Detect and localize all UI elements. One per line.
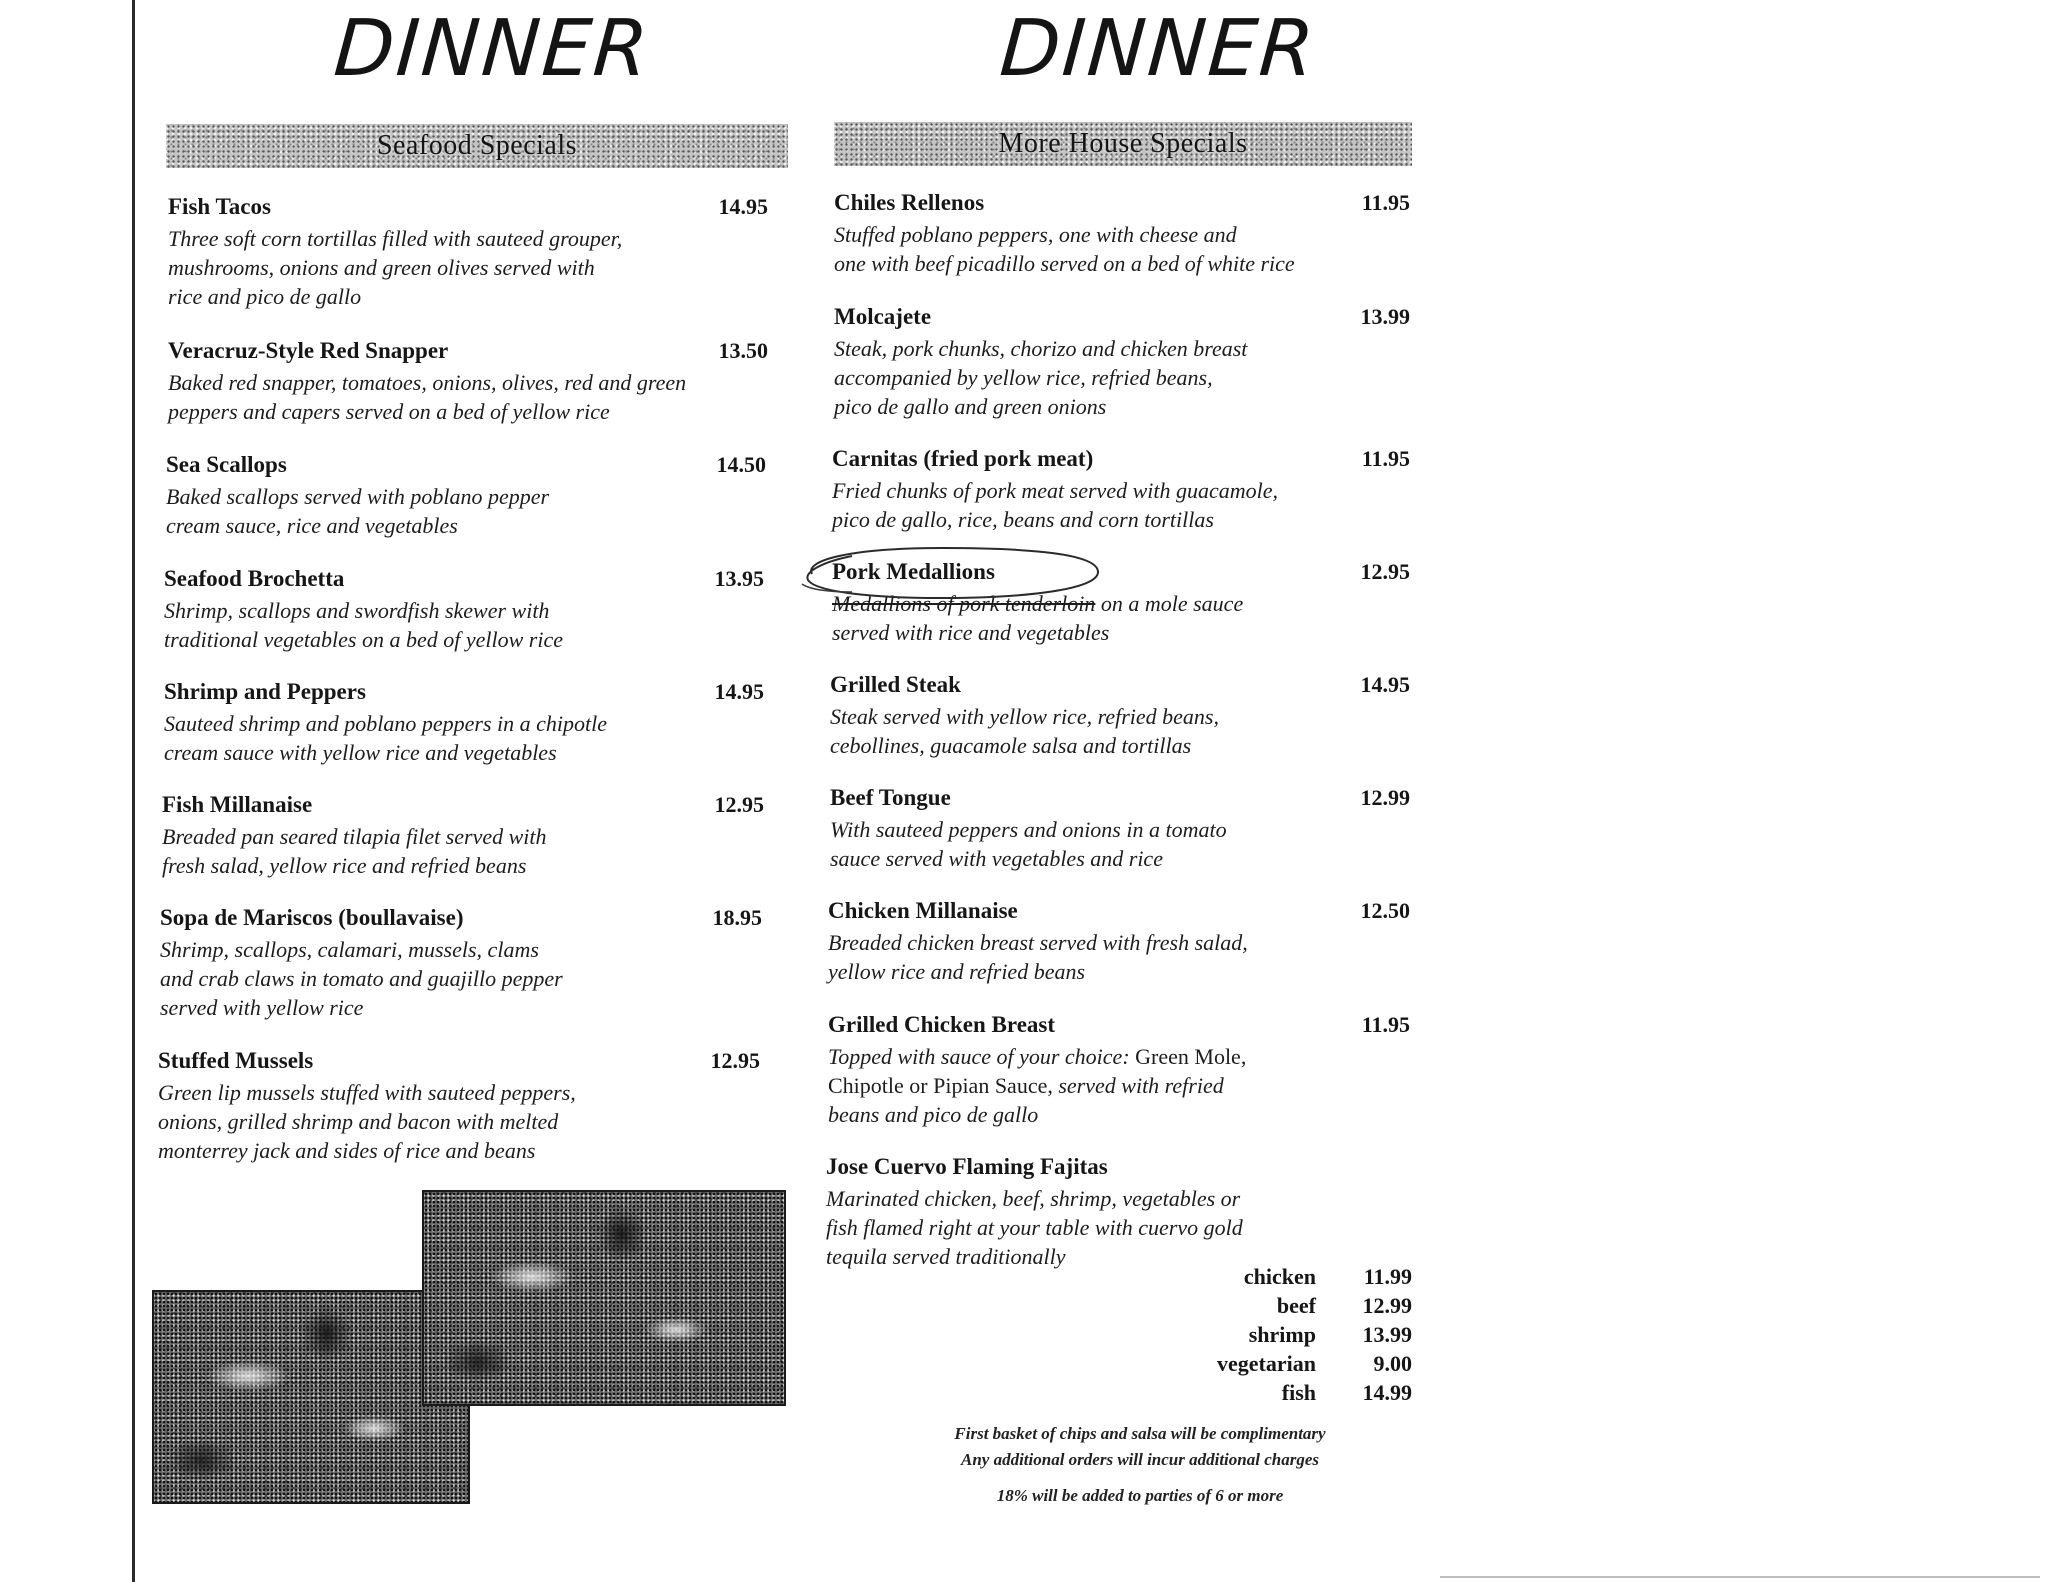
item-name: Seafood Brochetta bbox=[164, 566, 345, 591]
struck-description: Medallions of pork tenderloin bbox=[832, 591, 1096, 616]
menu-item bbox=[164, 566, 764, 654]
item-price: 14.50 bbox=[716, 452, 766, 477]
menu-item bbox=[160, 905, 762, 1022]
option-label: shrimp bbox=[1248, 1322, 1316, 1347]
item-description bbox=[828, 1042, 1410, 1129]
item-price: 12.95 bbox=[714, 792, 764, 817]
item-price: 18.95 bbox=[712, 905, 762, 930]
chips-note-line2: Any additional orders will incur additional charges bbox=[960, 1450, 1319, 1469]
menu-item bbox=[158, 1048, 760, 1165]
menu-item bbox=[834, 304, 1410, 421]
section-title: Seafood Specials bbox=[376, 130, 578, 161]
item-name: Jose Cuervo Flaming Fajitas bbox=[826, 1154, 1108, 1179]
description-rest: on a mole sauce served with rice and vegetables bbox=[832, 591, 1244, 645]
description-part: served with refried beans and pico de gallo bbox=[828, 1073, 1224, 1127]
menu-item bbox=[834, 190, 1410, 278]
item-description: Sauteed shrimp and poblano peppers in a chipotle cream sauce with yellow rice and vegetables bbox=[164, 711, 608, 765]
chips-note-line1: First basket of chips and salsa will be complimentary bbox=[954, 1424, 1326, 1443]
item-name: Stuffed Mussels bbox=[158, 1048, 314, 1073]
item-price: 12.95 bbox=[710, 1048, 760, 1073]
option-label: fish bbox=[1281, 1380, 1316, 1405]
option-price: 11.99 bbox=[1363, 1264, 1412, 1289]
option-price: 9.00 bbox=[1373, 1351, 1412, 1376]
page-binding-edge bbox=[132, 0, 135, 1582]
item-name: Sea Scallops bbox=[166, 452, 287, 477]
item-name: Fish Millanaise bbox=[162, 792, 313, 817]
description-part: Topped with sauce of your choice: bbox=[828, 1044, 1136, 1069]
item-price: 12.99 bbox=[1360, 785, 1410, 810]
menu-item bbox=[832, 446, 1410, 534]
price-option bbox=[1100, 1322, 1416, 1351]
sauce-options: Green Mole, Chipotle or Pipian Sauce, bbox=[828, 1044, 1247, 1098]
item-description: Three soft corn tortillas filled with sauteed grouper, mushrooms, onions and green olives served with rice and pico de gallo bbox=[168, 226, 623, 309]
item-price: 14.95 bbox=[714, 679, 764, 704]
scan-bottom-edge bbox=[1440, 1576, 2040, 1578]
item-price: 13.50 bbox=[718, 338, 768, 363]
price-option bbox=[1100, 1264, 1416, 1293]
item-price: 12.95 bbox=[1360, 559, 1410, 584]
item-description: With sauteed peppers and onions in a tomato sauce served with vegetables and rice bbox=[830, 817, 1227, 871]
item-price: 11.95 bbox=[1361, 446, 1410, 471]
gratuity-note: 18% will be added to parties of 6 or more bbox=[996, 1486, 1284, 1505]
menu-item bbox=[830, 672, 1410, 760]
food-photo-right bbox=[422, 1190, 786, 1406]
item-description: Stuffed poblano peppers, one with cheese and one with beef picadillo served on a bed of white rice bbox=[834, 222, 1295, 276]
menu-item bbox=[162, 792, 764, 880]
item-description: Fried chunks of pork meat served with guacamole, pico de gallo, rice, beans and corn tortillas bbox=[832, 478, 1279, 532]
item-name: Chicken Millanaise bbox=[828, 898, 1018, 923]
item-description: Breaded chicken breast served with fresh salad, yellow rice and refried beans bbox=[828, 930, 1248, 984]
option-label: vegetarian bbox=[1217, 1351, 1316, 1376]
menu-item bbox=[166, 452, 766, 540]
item-description: Marinated chicken, beef, shrimp, vegetables or fish flamed right at your table with cuervo gold tequila served traditionally bbox=[826, 1186, 1243, 1269]
item-price: 14.95 bbox=[718, 194, 768, 219]
item-name: Sopa de Mariscos (boullavaise) bbox=[160, 905, 464, 930]
item-name: Grilled Chicken Breast bbox=[828, 1012, 1056, 1037]
item-description: Breaded pan seared tilapia filet served with fresh salad, yellow rice and refried beans bbox=[162, 824, 547, 878]
option-label: chicken bbox=[1243, 1264, 1316, 1289]
item-description: Steak served with yellow rice, refried beans, cebollines, guacamole salsa and tortillas bbox=[830, 704, 1219, 758]
item-price: 13.95 bbox=[714, 566, 764, 591]
item-description bbox=[832, 589, 1410, 647]
item-description: Shrimp, scallops, calamari, mussels, clams and crab claws in tomato and guajillo pepper served with yellow rice bbox=[160, 937, 563, 1020]
item-description: Shrimp, scallops and swordfish skewer with traditional vegetables on a bed of yellow rice bbox=[164, 598, 563, 652]
item-name: Beef Tongue bbox=[830, 785, 951, 810]
item-name: Pork Medallions bbox=[832, 559, 995, 584]
menu-item bbox=[830, 785, 1410, 873]
item-name: Veracruz-Style Red Snapper bbox=[168, 338, 449, 363]
item-price: 11.95 bbox=[1361, 190, 1410, 215]
item-description: Steak, pork chunks, chorizo and chicken breast accompanied by yellow rice, refried beans, pico de gallo and green onions bbox=[834, 336, 1248, 419]
price-option bbox=[1100, 1351, 1416, 1380]
item-name: Grilled Steak bbox=[830, 672, 961, 697]
menu-item bbox=[828, 1012, 1410, 1129]
item-price: 11.95 bbox=[1361, 1012, 1410, 1037]
item-description: Green lip mussels stuffed with sauteed peppers, onions, grilled shrimp and bacon with melted monterrey jack and sides of rice and beans bbox=[158, 1080, 576, 1163]
menu-item bbox=[168, 338, 768, 426]
item-name: Fish Tacos bbox=[168, 194, 271, 219]
seafood-specials-banner bbox=[166, 124, 788, 168]
menu-item bbox=[164, 679, 764, 767]
menu-item bbox=[828, 898, 1410, 986]
price-option bbox=[1100, 1293, 1416, 1322]
item-name: Molcajete bbox=[834, 304, 932, 329]
item-price: 14.95 bbox=[1360, 672, 1410, 697]
item-name: Carnitas (fried pork meat) bbox=[832, 446, 1094, 471]
fajita-price-options bbox=[1100, 1264, 1416, 1409]
menu-item bbox=[826, 1154, 1410, 1271]
item-price: 13.99 bbox=[1360, 304, 1410, 329]
price-option bbox=[1100, 1380, 1416, 1409]
section-title: More House Specials bbox=[998, 128, 1248, 159]
option-price: 14.99 bbox=[1362, 1380, 1412, 1405]
menu-item bbox=[168, 194, 768, 311]
right-page-title: DINNER bbox=[997, 4, 1319, 94]
item-name: Shrimp and Peppers bbox=[164, 679, 366, 704]
left-page-title: DINNER bbox=[331, 4, 653, 94]
item-name: Chiles Rellenos bbox=[834, 190, 985, 215]
item-description: Baked red snapper, tomatoes, onions, olives, red and green peppers and capers served on a bed of yellow rice bbox=[168, 370, 687, 424]
option-label: beef bbox=[1276, 1293, 1316, 1318]
more-house-specials-banner bbox=[834, 122, 1412, 166]
item-description: Baked scallops served with poblano pepper cream sauce, rice and vegetables bbox=[166, 484, 550, 538]
menu-item bbox=[832, 559, 1410, 647]
option-price: 12.99 bbox=[1362, 1293, 1412, 1318]
option-price: 13.99 bbox=[1362, 1322, 1412, 1347]
item-price: 12.50 bbox=[1360, 898, 1410, 923]
